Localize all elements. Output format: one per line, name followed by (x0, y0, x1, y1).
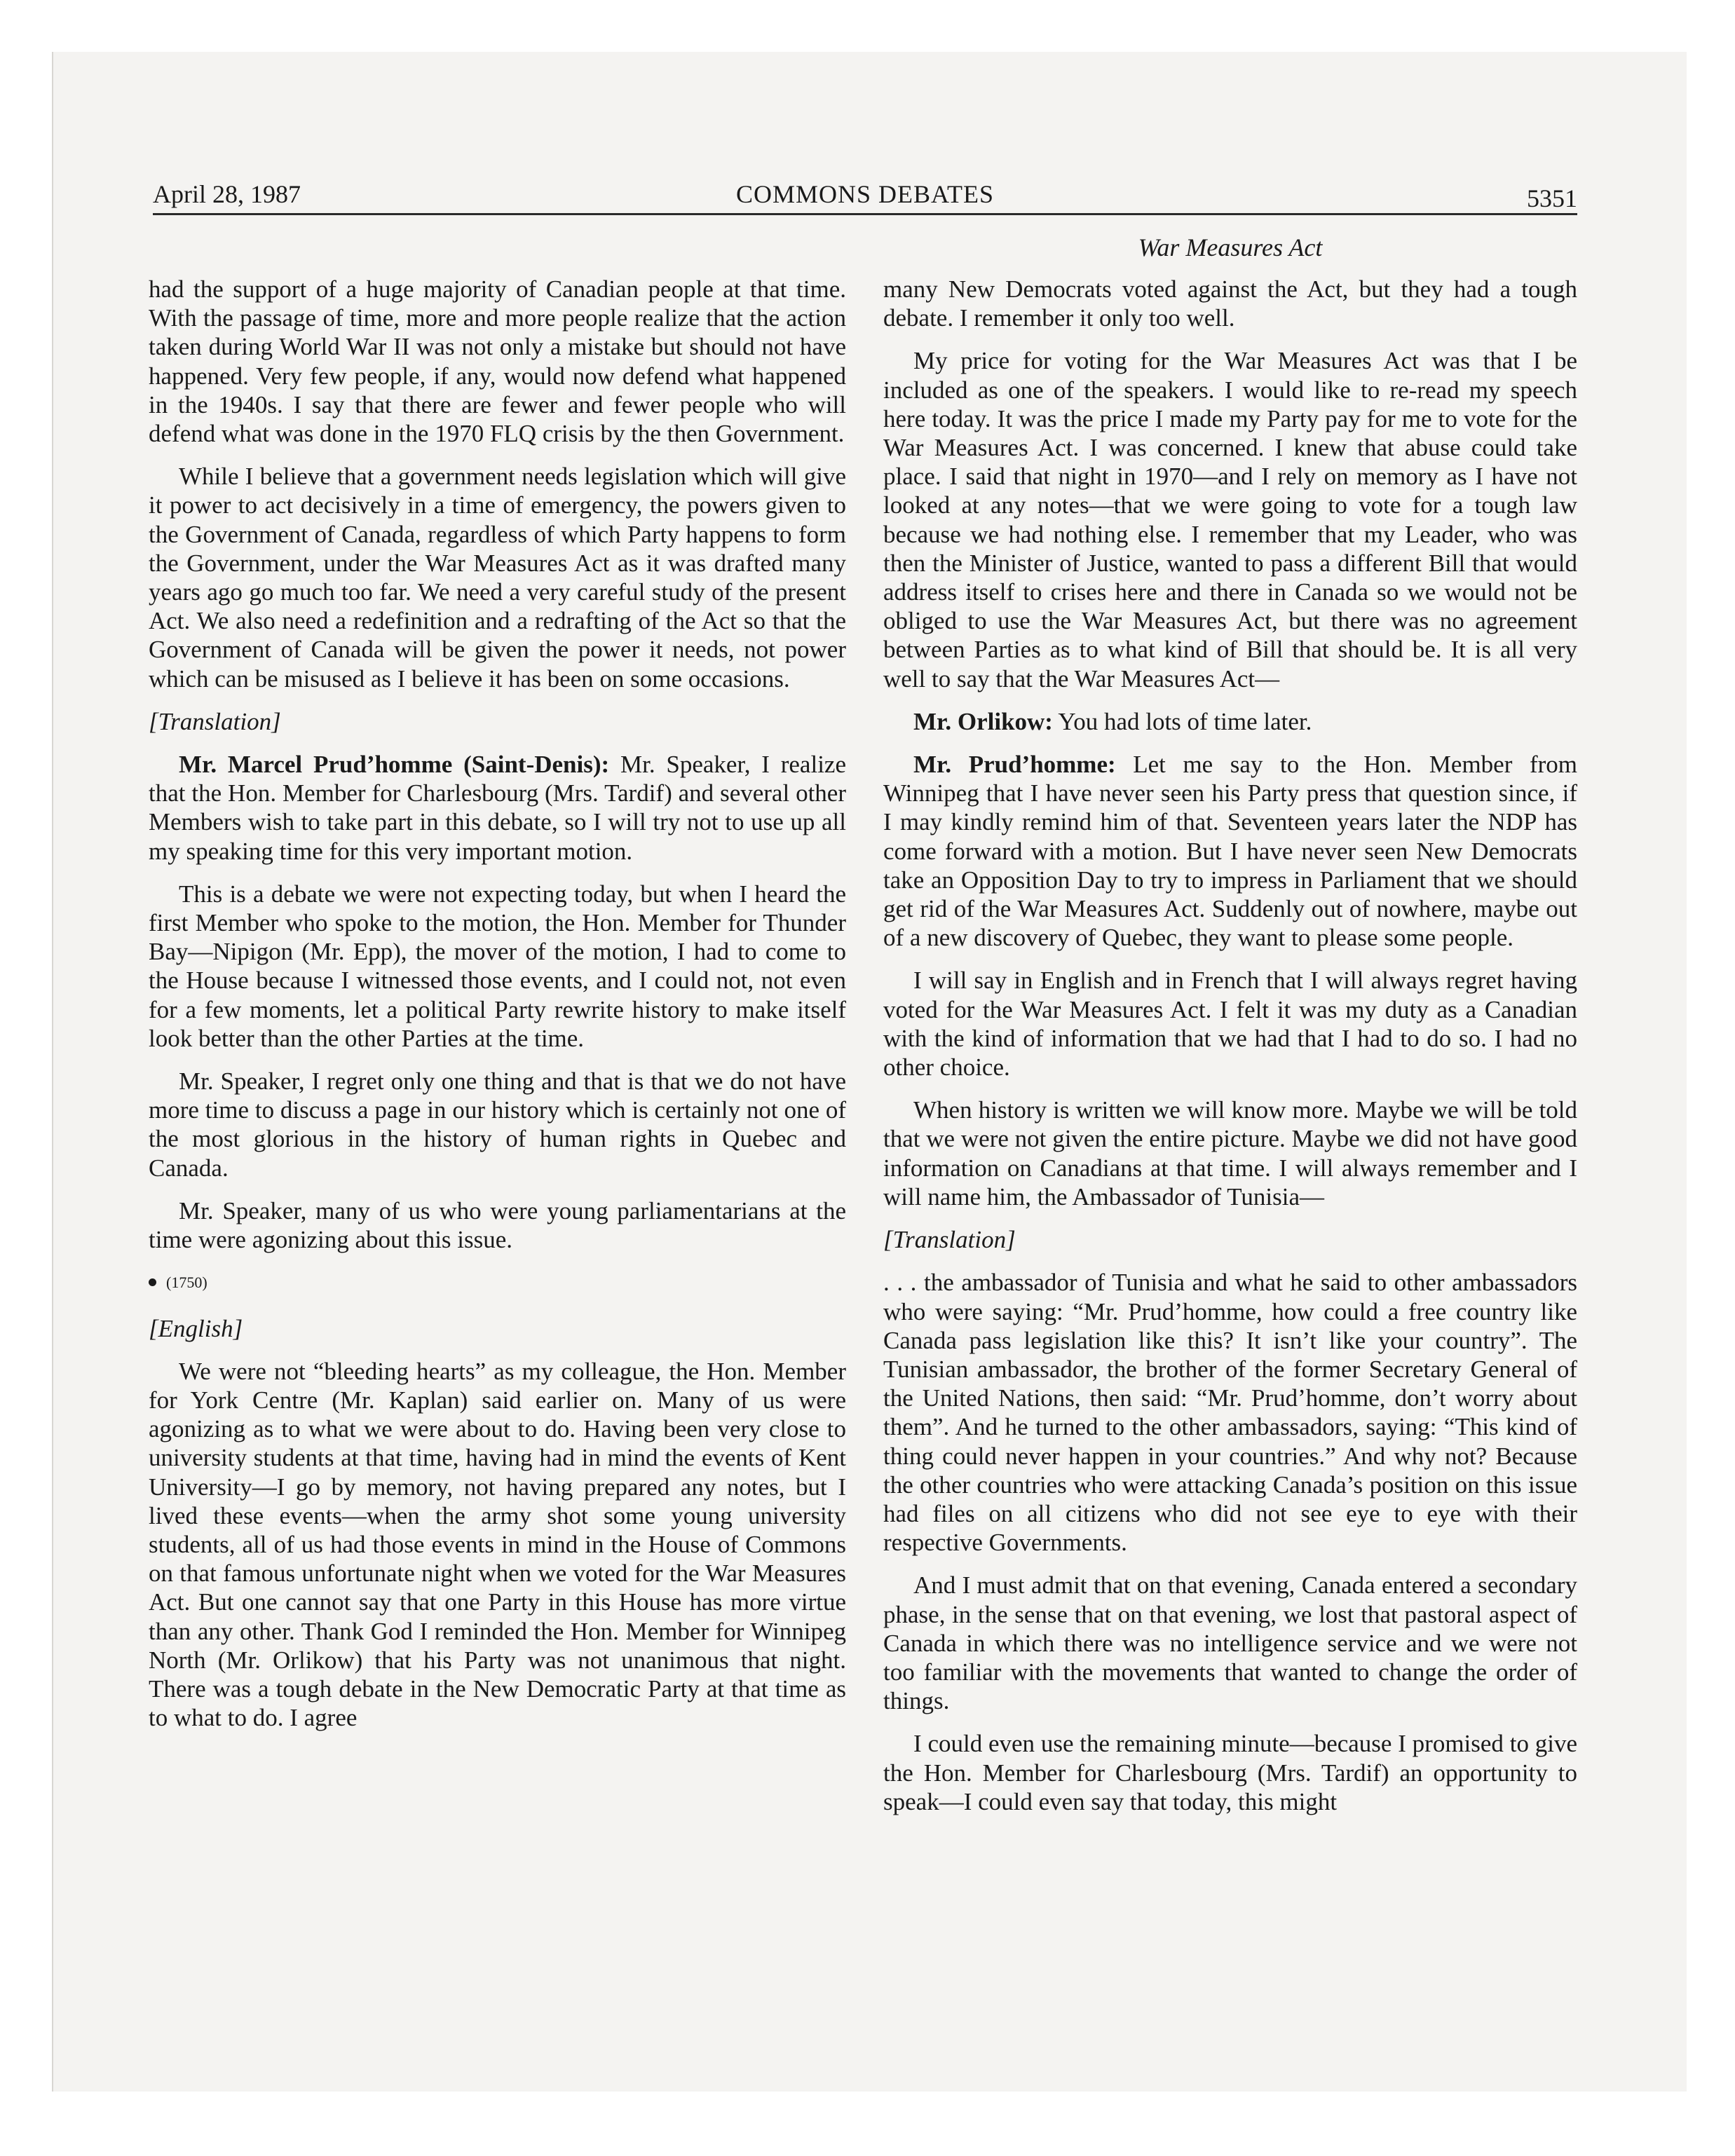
paragraph: . . . the ambassador of Tunisia and what he said to other ambassadors who were saying: “Mr. Prud’homme, how could a free country like Canada pass legislation like this? It isn’t like your country”. The Tunisian ambassador, the brother of the former Secretary General of the United Nations, then said: “Mr. Prud’homme, don’t worry about them”. And he turned to the other ambassadors, saying: “This kind of thing could never happen in your countries.” And why not? Because the other countries who were attacking Canada’s position on this issue had files on all citizens who did not see eye to eye with their respective Governments. (883, 1269, 1577, 1557)
time-mark-text: (1750) (166, 1274, 207, 1292)
page-header (153, 179, 1577, 215)
paragraph: My price for voting for the War Measures Act was that I be included as one of the speakers. I would like to re-read my speech here today. It was the price I made my Party pay for me to vote for the War Measures Act. I was concerned. I knew that abuse could take place. I said that night in 1970—and I rely on memory as I have not looked at any notes—that we were going to vote for a tough law because we had nothing else. I remember that my Leader, who was then the Minister of Justice, wanted to pass a different Bill that would address itself to crises here and there in Canada so we would not be obliged to use the War Measures Act, but there was no agreement between Parties as to what kind of Bill that should be. It is all very well to say that the War Measures Act— (883, 347, 1577, 692)
time-mark (149, 1268, 846, 1297)
bullet-icon (149, 1278, 156, 1286)
paragraph: When history is written we will know more. Maybe we will be told that we were not given the entire picture. Maybe we did not have good information on Canadians at that time. I will always remember and I will name him, the Ambassador of Tunisia— (883, 1096, 1577, 1210)
paragraph: many New Democrats voted against the Act, but they had a tough debate. I remember it only too well. (883, 275, 1577, 332)
running-head: War Measures Act (1138, 233, 1323, 261)
paragraph: had the support of a huge majority of Canadian people at that time. With the passage of time, more and more people realize that the action taken during World War II was not only a mistake but should not have happened. Very few people, if any, would now defend what happened in the 1940s. I say that there are fewer and fewer people who will defend what was done in the 1970 FLQ crisis by the then Government. (149, 275, 846, 448)
translation-label: [Translation] (149, 707, 281, 735)
speech-text: Let me say to the Hon. Member from Winnipeg that I have never seen his Party press that question since, if I may kindly remind him of that. Seventeen years later the NDP has come forward with a motion. But I have never seen New Democrats take an Opposition Day to try to impress in Parliament that we should get rid of the War Measures Act. Suddenly out of nowhere, maybe out of a new discovery of Quebec, they want to please some people. (883, 751, 1577, 952)
page-number: 5351 (1527, 184, 1577, 212)
speech-text: Mr. Speaker, I realize that the Hon. Member for Charlesbourg (Mrs. Tardif) and several other Members wish to take part in this debate, so I will try not to use up all my speaking time for this very important motion. (149, 751, 846, 865)
paragraph (883, 707, 1577, 736)
speaker-name: Mr. Marcel Prud’homme (Saint-Denis): (179, 751, 610, 779)
paragraph: While I believe that a government needs legislation which will give it power to act decisively in a time of emergency, the powers given to the Government of Canada, regardless of which Party happens to form the Government, under the War Measures Act as it was drafted many years ago go much too far. We need a very careful study of the present Act. We also need a redefinition and a redrafting of the Act so that the Government of Canada will be given the power it needs, not power which can be misused as I believe it has been on some occasions. (149, 463, 846, 692)
paragraph (149, 750, 846, 866)
paragraph: I will say in English and in French that I will always regret having voted for the War Measures Act. I felt it was my duty as a Canadian with the kind of information that we had that I had to do so. I had no other choice. (883, 967, 1577, 1082)
left-column (149, 275, 846, 1746)
english-label: [English] (149, 1314, 243, 1342)
paragraph (883, 750, 1577, 952)
speech-text: You had lots of time later. (1052, 707, 1312, 735)
speaker-name: Mr. Orlikow: (913, 707, 1053, 735)
paragraph: And I must admit that on that evening, Canada entered a secondary phase, in the sense that on that evening, we lost that pastoral aspect of Canada in which there was no intelligence service and we were not too familiar with the movements that wanted to change the order of things. (883, 1571, 1577, 1715)
paragraph: Mr. Speaker, I regret only one thing and that is that we do not have more time to discuss a page in our history which is certainly not one of the most glorious in the history of human rights in Quebec and Canada. (149, 1067, 846, 1182)
header-title: COMMONS DEBATES (735, 180, 995, 208)
paragraph: Mr. Speaker, many of us who were young parliamentarians at the time were agonizing about this issue. (149, 1196, 846, 1254)
header-date: April 28, 1987 (153, 180, 301, 208)
translation-label: [Translation] (883, 1226, 1016, 1254)
speaker-name: Mr. Prud’homme: (913, 751, 1116, 779)
paragraph: I could even use the remaining minute—because I promised to give the Hon. Member for Charlesbourg (Mrs. Tardif) an opportunity to speak—I could even say that today, this might (883, 1730, 1577, 1815)
right-column (883, 275, 1577, 1830)
paragraph: This is a debate we were not expecting today, but when I heard the first Member who spoke to the motion, the Hon. Member for Thunder Bay—Nipigon (Mr. Epp), the mover of the motion, I had to come to the House because I witnessed those events, and I could not, not even for a few moments, let a political Party rewrite history to make itself look better than the other Parties at the time. (149, 880, 846, 1052)
paragraph: We were not “bleeding hearts” as my colleague, the Hon. Member for York Centre (Mr. Kaplan) said earlier on. Many of us were agonizing as to what we were about to do. Having been very close to university students at that time, having had in mind the events of Kent University—I go by memory, not having prepared any notes, but I lived these events—when the army shot some young university students, all of us had those events in mind in the House of Commons on that famous unfortunate night when we voted for the War Measures Act. But one cannot say that one Party in this House has more virtue than any other. Thank God I reminded the Hon. Member for Winnipeg North (Mr. Orlikow) that his Party was not unanimous that night. There was a tough debate in the New Democratic Party at that time as to what to do. I agree (149, 1357, 846, 1732)
